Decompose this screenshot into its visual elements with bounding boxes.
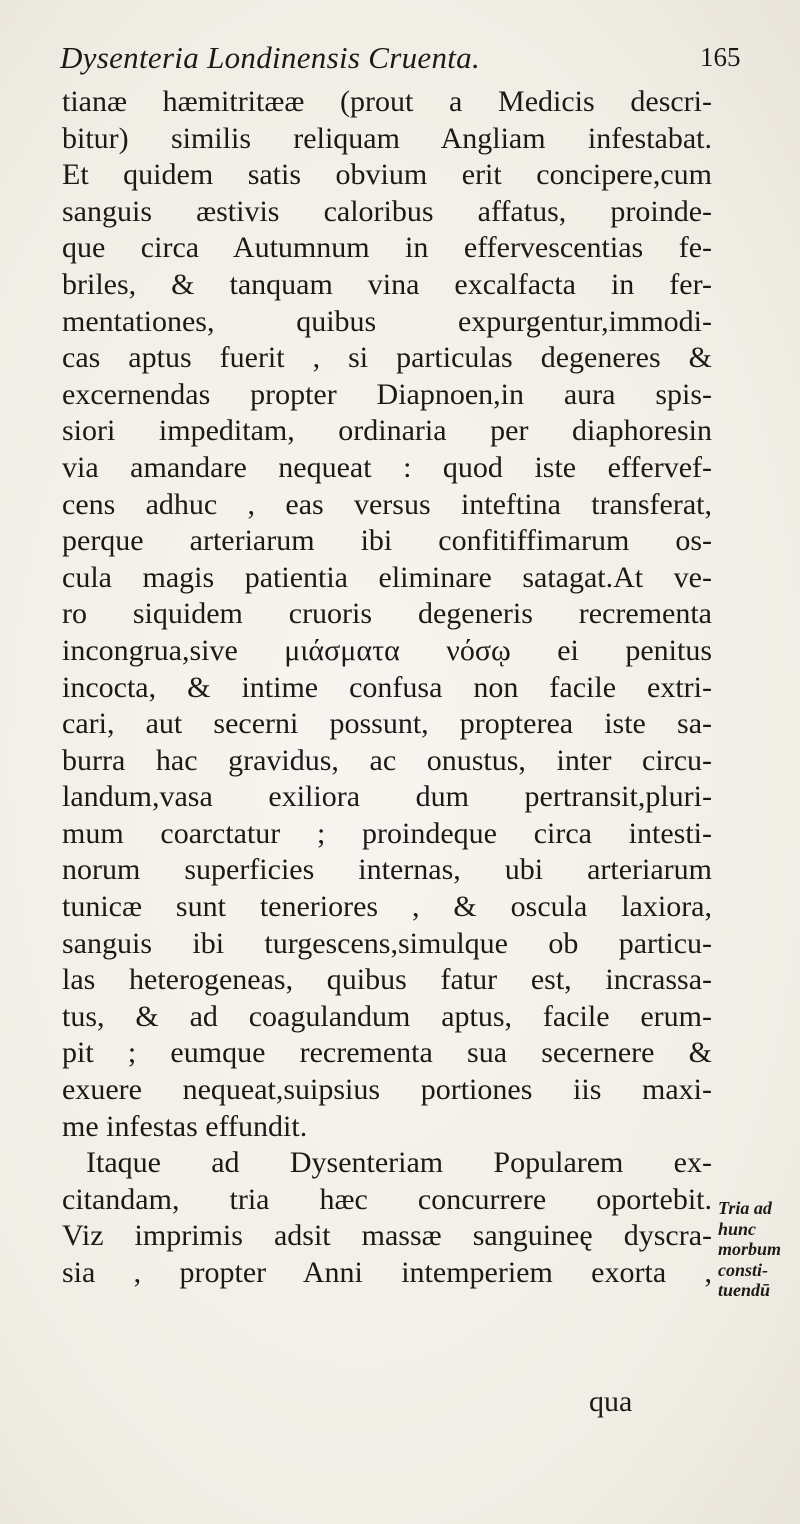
text-line: que circa Autumnum in effervescentias fe- xyxy=(62,231,712,265)
catchword: qua xyxy=(589,1385,633,1418)
text-line: cula magis patientia eliminare satagat.At ve- xyxy=(62,560,712,594)
text-line: Viz imprimis adsit massæ sanguineę dyscra- xyxy=(62,1219,712,1253)
marginal-note-line: consti- xyxy=(718,1259,769,1280)
text-line: las heterogeneas, quibus fatur est, incrassa- xyxy=(62,963,712,997)
text-line: tianæ hæmitritææ (prout a Medicis descri- xyxy=(62,85,712,118)
text-line: sanguis æstivis caloribus affatus, proinde- xyxy=(62,194,712,228)
text-line: tunicæ sunt teneriores , & oscula laxiora, xyxy=(62,890,712,924)
text-line: landum,vasa exiliora dum pertransit,pluri- xyxy=(62,780,712,814)
text-line: citandam, tria hæc concurrere oportebit. xyxy=(62,1182,712,1216)
marginal-note-line: tuendū xyxy=(718,1280,771,1300)
text-line: mum coarctatur ; proindeque circa intesti- xyxy=(62,816,712,850)
text-line: exuere nequeat,suipsius portiones iis maxi- xyxy=(62,1073,712,1107)
text-line: perque arteriarum ibi confitiffimarum os- xyxy=(62,524,712,558)
text-line: mentationes, quibus expurgentur,immodi- xyxy=(62,304,712,338)
text-line: sanguis ibi turgescens,simulque ob particu- xyxy=(62,926,712,960)
text-line: tus, & ad coagulandum aptus, facile erum- xyxy=(62,999,712,1033)
text-line: via amandare nequeat : quod iste effervef- xyxy=(62,450,712,484)
text-line: excernendas propter Diapnoen,in aura spis- xyxy=(62,377,712,411)
marginal-note xyxy=(718,1198,800,1301)
text-line: sia , propter Anni intemperiem exorta , xyxy=(62,1256,712,1289)
page-header xyxy=(60,40,760,84)
text-line: cas aptus fuerit , si particulas degeneres & xyxy=(62,341,712,375)
text-line: me infestas effundit. xyxy=(62,1109,308,1143)
text-line: norum superficies internas, ubi arteriarum xyxy=(62,853,712,887)
running-title: Dysenteria Londinensis Cruenta. xyxy=(60,40,481,75)
text-line: siori impeditam, ordinaria per diaphoresin xyxy=(62,414,712,448)
marginal-note-line: Tria ad xyxy=(718,1198,772,1218)
text-line: burra hac gravidus, ac onustus, inter circu- xyxy=(62,743,712,777)
text-line: incocta, & intime confusa non facile extri- xyxy=(62,670,712,704)
marginal-note-line: hunc xyxy=(718,1218,757,1239)
text-line: incongrua,sive μιάσματα νόσῳ ei penitus xyxy=(62,633,712,667)
text-line: Itaque ad Dysenteriam Popularem ex- xyxy=(86,1146,712,1180)
text-line: pit ; eumque recrementa sua secernere & xyxy=(62,1036,712,1070)
text-line: cari, aut secerni possunt, propterea iste sa- xyxy=(62,707,712,741)
page-number: 165 xyxy=(700,42,741,72)
text-line: ro siquidem cruoris degeneris recrementa xyxy=(62,597,712,631)
text-line: bitur) similis reliquam Angliam infestabat. xyxy=(62,121,712,155)
marginal-note-line: morbum xyxy=(718,1239,782,1259)
text-line: cens adhuc , eas versus inteftina transferat, xyxy=(62,487,712,521)
body-text xyxy=(62,84,712,1292)
text-line: briles, & tanquam vina excalfacta in fer- xyxy=(62,267,712,301)
text-line: Et quidem satis obvium erit concipere,cum xyxy=(62,158,712,192)
